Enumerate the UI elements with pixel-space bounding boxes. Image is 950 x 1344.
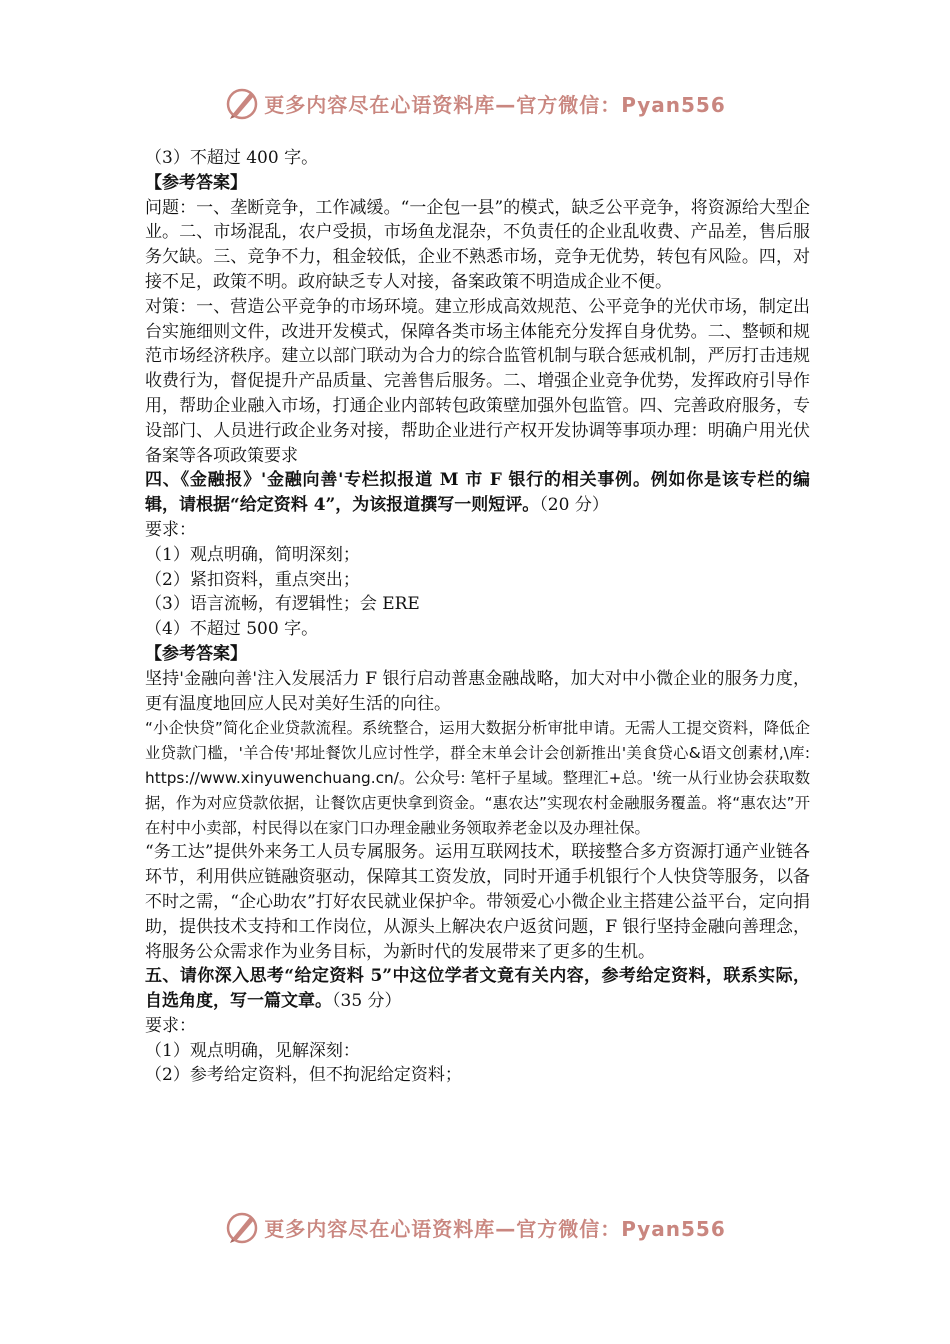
- reference-answer-heading: 【参考答案】: [145, 172, 247, 193]
- question-5-score: （35 分）: [332, 991, 402, 1012]
- question-4-text: 四、《金融报》'金融向善'专栏拟报道 M 市 F 银行的相关事例。例如你是该专栏的编辑，请根据“给定资料 4”，为该报道撰写一则短评。: [145, 470, 810, 516]
- requirement-item: （1）观点明确，见解深刻：: [145, 1040, 360, 1061]
- measure-paragraph: 对策：一、营造公平竞争的市场环境。建立形成高效规范、公平竞争的光伏市场，制定出台实施细则文件，改进开发模式，保障各类市场主体能充分发挥自身优势。二、整顿和规范市场经济秩序。建立以部门联动为合力的综合监管机制与联合惩戒机制，严厉打击违规收费行为，督促提升产品质量、完善售后服务。二、增强企业竞争优势，发挥政府引导作用，帮助企业融入市场，打通企业内部转包政策壁加强外包监管。四、完善政府服务，专设部门、人员进行政企业务对接，帮助企业进行产权开发协调等事项办理：明确户用光伏备案等各项政策要求: [145, 296, 810, 466]
- answer-paragraph-1: 坚持'金融向善'注入发展活力 F 银行启动普惠金融战略，加大对中小微企业的服务力度，更有温度地回应人民对美好生活的向往。: [145, 668, 810, 714]
- answer-paragraph-2: “小企快贷”简化企业贷款流程。系统整合，运用大数据分析审批申请。无需人工提交资料，降低企业贷款门槛，'羊合传'邦址餐饮儿应讨性学，群全末单会计会创新推出'美食贷心&语文创素材,\库: https://www.xinyuwenchuang.cn/。公众号: 笔杆子星域。整理汇+总。'统一从行业协会获取数据，作为对应贷款依据，让餐饮店更快拿到资金。“惠农达”实现农村金融服务覆盖。将“惠农达”开在村中小卖部，村民得以在家门口办理金融业务领取养老金以及办理社保。: [145, 719, 810, 837]
- pen-logo-icon: [224, 1209, 260, 1245]
- requirement-item: （2）参考给定资料，但不拘泥给定资料；: [145, 1065, 462, 1086]
- question-4-score: （20 分）: [539, 495, 609, 516]
- question-5-text: 五、请你深入思考“给定资料 5”中这位学者文竟有关内容，参考给定资料，联系实际，自选角度，写一篇文章。: [145, 966, 810, 1012]
- problem-paragraph: 问题：一、垄断竞争，工作减缓。“一企包一县”的模式，缺乏公平竞争，将资源给大型企业。二、市场混乱，农户受损，市场鱼龙混杂，不负责任的企业乱收费、产品差，售后服务欠缺。三、竞争不力，租金较低，企业不熟悉市场，竞争无优势，转包有风险。四，对接不足，政策不明。政府缺乏专人对接，备案政策不明造成企业不便。: [145, 197, 810, 292]
- banner-text: 更多内容尽在心语资料库—官方微信：Pyan556: [264, 1216, 726, 1241]
- pen-logo-icon: [224, 85, 260, 121]
- requirement-item: （4）不超过 500 字。: [145, 619, 319, 640]
- requirements-label: 要求：: [145, 1015, 196, 1036]
- requirement-item: （3）不超过 400 字。: [145, 148, 319, 168]
- document-body: [145, 146, 810, 1088]
- requirement-item: （1）观点明确，简明深刻；: [145, 544, 360, 565]
- footer-watermark-banner: [0, 1207, 950, 1247]
- question-4: [145, 468, 810, 518]
- question-5: [145, 964, 810, 1014]
- requirement-item: （2）紧扣资料，重点突出；: [145, 569, 360, 590]
- requirement-item: （3）语言流畅，有逻辑性；会 ERE: [145, 594, 420, 615]
- answer-paragraph-3: “务工达”提供外来务工人员专属服务。运用互联网技术，联接整合多方资源打通产业链各环节，利用供应链融资驱动，保障其工资发放，同时开通手机银行个人快贷等服务，以备不时之需，“企心助农”打好农民就业保护伞。带领爱心小微企业主搭建公益平台，定向捐助，提供技术支持和工作岗位，从源头上解决农户返贫问题，F 银行坚持金融向善理念，将服务公众需求作为业务目标，为新时代的发展带来了更多的生机。: [145, 842, 810, 962]
- header-watermark-banner: [0, 83, 950, 123]
- requirements-label: 要求：: [145, 519, 196, 540]
- banner-text: 更多内容尽在心语资料库—官方微信：Pyan556: [264, 92, 726, 117]
- reference-answer-heading: 【参考答案】: [145, 643, 247, 664]
